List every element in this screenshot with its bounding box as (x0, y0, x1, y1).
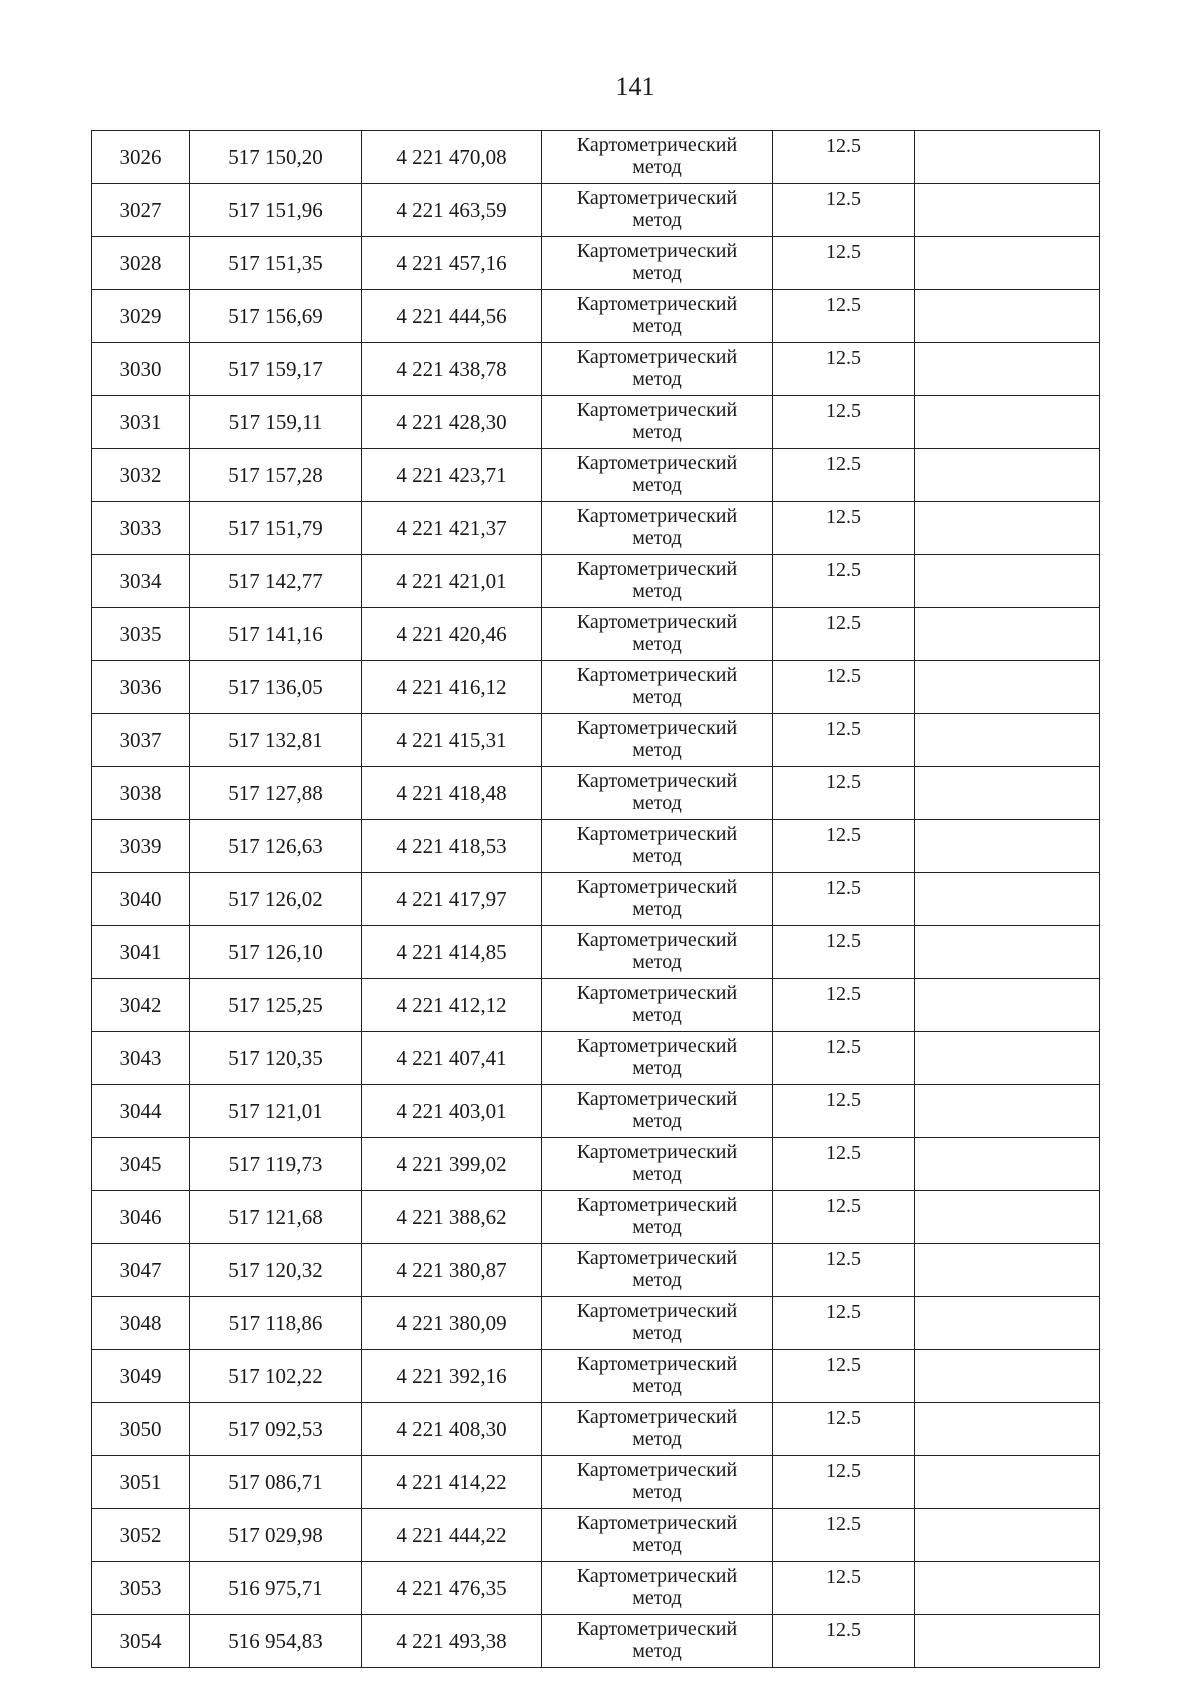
method-text-line1: Картометрический (576, 982, 738, 1005)
y-coordinate-cell: 4 221 476,35 (362, 1562, 542, 1615)
x-coordinate-cell: 517 120,32 (190, 1244, 362, 1297)
method-text-line1: Картометрический (576, 134, 738, 157)
y-coordinate-cell: 4 221 423,71 (362, 449, 542, 502)
method-cell (542, 767, 773, 820)
empty-cell (915, 1244, 1100, 1297)
method-cell (542, 608, 773, 661)
empty-cell (915, 1562, 1100, 1615)
point-number-cell: 3041 (92, 926, 190, 979)
y-coordinate-cell: 4 221 392,16 (362, 1350, 542, 1403)
method-text-line2: метод (632, 1269, 682, 1291)
method-cell (542, 1562, 773, 1615)
empty-cell (915, 767, 1100, 820)
table-row (92, 1350, 1100, 1403)
method-text-line1: Картометрический (576, 1406, 738, 1429)
method-text-line1: Картометрический (576, 346, 738, 369)
x-coordinate-cell: 517 150,20 (190, 131, 362, 184)
empty-cell (915, 714, 1100, 767)
method-text-line1: Картометрический (576, 1141, 738, 1164)
method-text-line2: метод (632, 315, 682, 337)
method-cell (542, 449, 773, 502)
empty-cell (915, 184, 1100, 237)
point-number-cell: 3050 (92, 1403, 190, 1456)
y-coordinate-cell: 4 221 444,56 (362, 290, 542, 343)
accuracy-cell: 12.5 (773, 1562, 915, 1615)
y-coordinate-cell: 4 221 493,38 (362, 1615, 542, 1668)
accuracy-cell: 12.5 (773, 290, 915, 343)
point-number-cell: 3048 (92, 1297, 190, 1350)
point-number-cell: 3031 (92, 396, 190, 449)
accuracy-cell: 12.5 (773, 502, 915, 555)
y-coordinate-cell: 4 221 414,85 (362, 926, 542, 979)
method-text-line2: метод (632, 686, 682, 708)
table-row (92, 1403, 1100, 1456)
point-number-cell: 3038 (92, 767, 190, 820)
method-text-line2: метод (632, 1216, 682, 1238)
accuracy-cell: 12.5 (773, 1350, 915, 1403)
table-row (92, 714, 1100, 767)
empty-cell (915, 131, 1100, 184)
method-cell (542, 820, 773, 873)
x-coordinate-cell: 516 954,83 (190, 1615, 362, 1668)
empty-cell (915, 820, 1100, 873)
x-coordinate-cell: 517 119,73 (190, 1138, 362, 1191)
empty-cell (915, 1032, 1100, 1085)
empty-cell (915, 1297, 1100, 1350)
y-coordinate-cell: 4 221 380,87 (362, 1244, 542, 1297)
table-row (92, 661, 1100, 714)
table-row (92, 608, 1100, 661)
point-number-cell: 3042 (92, 979, 190, 1032)
method-cell (542, 1403, 773, 1456)
method-cell (542, 1350, 773, 1403)
empty-cell (915, 873, 1100, 926)
x-coordinate-cell: 517 029,98 (190, 1509, 362, 1562)
empty-cell (915, 926, 1100, 979)
point-number-cell: 3034 (92, 555, 190, 608)
accuracy-cell: 12.5 (773, 1456, 915, 1509)
point-number-cell: 3051 (92, 1456, 190, 1509)
method-text-line2: метод (632, 1534, 682, 1556)
empty-cell (915, 608, 1100, 661)
point-number-cell: 3045 (92, 1138, 190, 1191)
method-cell (542, 184, 773, 237)
method-text-line1: Картометрический (576, 929, 738, 952)
method-cell (542, 396, 773, 449)
empty-cell (915, 237, 1100, 290)
point-number-cell: 3039 (92, 820, 190, 873)
table-row (92, 1138, 1100, 1191)
method-cell (542, 1244, 773, 1297)
point-number-cell: 3046 (92, 1191, 190, 1244)
method-text-line2: метод (632, 421, 682, 443)
method-text-line1: Картометрический (576, 558, 738, 581)
accuracy-cell: 12.5 (773, 767, 915, 820)
table-row (92, 1562, 1100, 1615)
table-row (92, 820, 1100, 873)
table-row (92, 237, 1100, 290)
method-text-line1: Картометрический (576, 293, 738, 316)
y-coordinate-cell: 4 221 414,22 (362, 1456, 542, 1509)
method-cell (542, 1297, 773, 1350)
table-row (92, 555, 1100, 608)
method-cell (542, 1032, 773, 1085)
table-row (92, 449, 1100, 502)
y-coordinate-cell: 4 221 416,12 (362, 661, 542, 714)
accuracy-cell: 12.5 (773, 661, 915, 714)
accuracy-cell: 12.5 (773, 396, 915, 449)
method-text-line1: Картометрический (576, 240, 738, 263)
y-coordinate-cell: 4 221 418,48 (362, 767, 542, 820)
empty-cell (915, 449, 1100, 502)
method-text-line1: Картометрический (576, 823, 738, 846)
method-text-line1: Картометрический (576, 452, 738, 475)
table-row (92, 1191, 1100, 1244)
method-text-line2: метод (632, 1163, 682, 1185)
method-text-line2: метод (632, 739, 682, 761)
x-coordinate-cell: 516 975,71 (190, 1562, 362, 1615)
method-text-line2: метод (632, 1322, 682, 1344)
method-text-line1: Картометрический (576, 1194, 738, 1217)
y-coordinate-cell: 4 221 417,97 (362, 873, 542, 926)
method-text-line2: метод (632, 156, 682, 178)
point-number-cell: 3026 (92, 131, 190, 184)
method-cell (542, 714, 773, 767)
accuracy-cell: 12.5 (773, 184, 915, 237)
x-coordinate-cell: 517 151,79 (190, 502, 362, 555)
method-text-line2: метод (632, 1375, 682, 1397)
point-number-cell: 3032 (92, 449, 190, 502)
empty-cell (915, 1350, 1100, 1403)
method-text-line1: Картометрический (576, 399, 738, 422)
point-number-cell: 3035 (92, 608, 190, 661)
accuracy-cell: 12.5 (773, 714, 915, 767)
method-cell (542, 1509, 773, 1562)
method-text-line2: метод (632, 368, 682, 390)
y-coordinate-cell: 4 221 415,31 (362, 714, 542, 767)
table-row (92, 184, 1100, 237)
point-number-cell: 3040 (92, 873, 190, 926)
point-number-cell: 3047 (92, 1244, 190, 1297)
method-text-line2: метод (632, 209, 682, 231)
method-text-line2: метод (632, 1640, 682, 1662)
x-coordinate-cell: 517 126,10 (190, 926, 362, 979)
accuracy-cell: 12.5 (773, 237, 915, 290)
point-number-cell: 3049 (92, 1350, 190, 1403)
method-text-line1: Картометрический (576, 770, 738, 793)
accuracy-cell: 12.5 (773, 131, 915, 184)
table-row (92, 979, 1100, 1032)
method-cell (542, 873, 773, 926)
method-text-line2: метод (632, 474, 682, 496)
accuracy-cell: 12.5 (773, 1191, 915, 1244)
accuracy-cell: 12.5 (773, 343, 915, 396)
method-text-line1: Картометрический (576, 876, 738, 899)
method-text-line1: Картометрический (576, 1565, 738, 1588)
method-text-line1: Картометрический (576, 1247, 738, 1270)
method-text-line1: Картометрический (576, 1459, 738, 1482)
x-coordinate-cell: 517 142,77 (190, 555, 362, 608)
table-row (92, 926, 1100, 979)
x-coordinate-cell: 517 159,11 (190, 396, 362, 449)
point-number-cell: 3033 (92, 502, 190, 555)
accuracy-cell: 12.5 (773, 1085, 915, 1138)
page-number: 141 (615, 72, 655, 101)
method-cell (542, 502, 773, 555)
point-number-cell: 3044 (92, 1085, 190, 1138)
point-number-cell: 3029 (92, 290, 190, 343)
table-row (92, 343, 1100, 396)
empty-cell (915, 661, 1100, 714)
coordinates-table-body (92, 131, 1100, 1668)
accuracy-cell: 12.5 (773, 979, 915, 1032)
table-row (92, 1085, 1100, 1138)
x-coordinate-cell: 517 159,17 (190, 343, 362, 396)
empty-cell (915, 1509, 1100, 1562)
accuracy-cell: 12.5 (773, 1615, 915, 1668)
y-coordinate-cell: 4 221 420,46 (362, 608, 542, 661)
table-row (92, 1456, 1100, 1509)
method-text-line2: метод (632, 845, 682, 867)
x-coordinate-cell: 517 102,22 (190, 1350, 362, 1403)
accuracy-cell: 12.5 (773, 1509, 915, 1562)
method-text-line2: метод (632, 580, 682, 602)
method-text-line2: метод (632, 527, 682, 549)
method-cell (542, 555, 773, 608)
point-number-cell: 3052 (92, 1509, 190, 1562)
method-cell (542, 343, 773, 396)
accuracy-cell: 12.5 (773, 1297, 915, 1350)
y-coordinate-cell: 4 221 407,41 (362, 1032, 542, 1085)
empty-cell (915, 396, 1100, 449)
x-coordinate-cell: 517 125,25 (190, 979, 362, 1032)
method-text-line1: Картометрический (576, 187, 738, 210)
y-coordinate-cell: 4 221 412,12 (362, 979, 542, 1032)
empty-cell (915, 1615, 1100, 1668)
method-text-line2: метод (632, 1004, 682, 1026)
method-cell (542, 979, 773, 1032)
x-coordinate-cell: 517 141,16 (190, 608, 362, 661)
method-text-line2: метод (632, 633, 682, 655)
point-number-cell: 3054 (92, 1615, 190, 1668)
y-coordinate-cell: 4 221 463,59 (362, 184, 542, 237)
accuracy-cell: 12.5 (773, 555, 915, 608)
point-number-cell: 3028 (92, 237, 190, 290)
empty-cell (915, 343, 1100, 396)
method-cell (542, 237, 773, 290)
table-row (92, 1032, 1100, 1085)
x-coordinate-cell: 517 121,01 (190, 1085, 362, 1138)
x-coordinate-cell: 517 126,63 (190, 820, 362, 873)
x-coordinate-cell: 517 157,28 (190, 449, 362, 502)
method-cell (542, 1191, 773, 1244)
y-coordinate-cell: 4 221 457,16 (362, 237, 542, 290)
y-coordinate-cell: 4 221 418,53 (362, 820, 542, 873)
empty-cell (915, 555, 1100, 608)
empty-cell (915, 1085, 1100, 1138)
method-text-line1: Картометрический (576, 1353, 738, 1376)
empty-cell (915, 1403, 1100, 1456)
table-row (92, 1297, 1100, 1350)
method-text-line1: Картометрический (576, 664, 738, 687)
y-coordinate-cell: 4 221 428,30 (362, 396, 542, 449)
method-cell (542, 1615, 773, 1668)
method-cell (542, 661, 773, 714)
method-text-line2: метод (632, 1057, 682, 1079)
x-coordinate-cell: 517 120,35 (190, 1032, 362, 1085)
x-coordinate-cell: 517 132,81 (190, 714, 362, 767)
method-cell (542, 1456, 773, 1509)
method-text-line2: метод (632, 1428, 682, 1450)
empty-cell (915, 1138, 1100, 1191)
table-row (92, 1509, 1100, 1562)
method-text-line1: Картометрический (576, 717, 738, 740)
y-coordinate-cell: 4 221 444,22 (362, 1509, 542, 1562)
table-row (92, 873, 1100, 926)
x-coordinate-cell: 517 156,69 (190, 290, 362, 343)
method-text-line2: метод (632, 898, 682, 920)
accuracy-cell: 12.5 (773, 1403, 915, 1456)
empty-cell (915, 290, 1100, 343)
method-cell (542, 1085, 773, 1138)
empty-cell (915, 979, 1100, 1032)
x-coordinate-cell: 517 127,88 (190, 767, 362, 820)
point-number-cell: 3027 (92, 184, 190, 237)
method-text-line2: метод (632, 1481, 682, 1503)
x-coordinate-cell: 517 086,71 (190, 1456, 362, 1509)
method-text-line1: Картометрический (576, 1618, 738, 1641)
method-text-line1: Картометрический (576, 505, 738, 528)
table-row (92, 1615, 1100, 1668)
method-cell (542, 290, 773, 343)
method-cell (542, 131, 773, 184)
x-coordinate-cell: 517 151,35 (190, 237, 362, 290)
point-number-cell: 3036 (92, 661, 190, 714)
empty-cell (915, 502, 1100, 555)
y-coordinate-cell: 4 221 408,30 (362, 1403, 542, 1456)
x-coordinate-cell: 517 092,53 (190, 1403, 362, 1456)
point-number-cell: 3030 (92, 343, 190, 396)
point-number-cell: 3053 (92, 1562, 190, 1615)
x-coordinate-cell: 517 118,86 (190, 1297, 362, 1350)
accuracy-cell: 12.5 (773, 1138, 915, 1191)
y-coordinate-cell: 4 221 399,02 (362, 1138, 542, 1191)
method-cell (542, 1138, 773, 1191)
accuracy-cell: 12.5 (773, 608, 915, 661)
table-row (92, 502, 1100, 555)
table-row (92, 1244, 1100, 1297)
accuracy-cell: 12.5 (773, 873, 915, 926)
table-row (92, 131, 1100, 184)
method-text-line2: метод (632, 262, 682, 284)
accuracy-cell: 12.5 (773, 926, 915, 979)
method-text-line1: Картометрический (576, 611, 738, 634)
x-coordinate-cell: 517 151,96 (190, 184, 362, 237)
x-coordinate-cell: 517 136,05 (190, 661, 362, 714)
x-coordinate-cell: 517 121,68 (190, 1191, 362, 1244)
y-coordinate-cell: 4 221 403,01 (362, 1085, 542, 1138)
empty-cell (915, 1456, 1100, 1509)
method-text-line2: метод (632, 1110, 682, 1132)
method-text-line1: Картометрический (576, 1088, 738, 1111)
point-number-cell: 3043 (92, 1032, 190, 1085)
y-coordinate-cell: 4 221 421,37 (362, 502, 542, 555)
table-row (92, 767, 1100, 820)
y-coordinate-cell: 4 221 380,09 (362, 1297, 542, 1350)
method-text-line1: Картометрический (576, 1512, 738, 1535)
method-text-line2: метод (632, 1587, 682, 1609)
coordinates-table (91, 130, 1100, 1668)
method-text-line2: метод (632, 792, 682, 814)
y-coordinate-cell: 4 221 470,08 (362, 131, 542, 184)
accuracy-cell: 12.5 (773, 820, 915, 873)
method-cell (542, 926, 773, 979)
x-coordinate-cell: 517 126,02 (190, 873, 362, 926)
y-coordinate-cell: 4 221 421,01 (362, 555, 542, 608)
accuracy-cell: 12.5 (773, 1244, 915, 1297)
table-row (92, 290, 1100, 343)
method-text-line1: Картометрический (576, 1035, 738, 1058)
y-coordinate-cell: 4 221 388,62 (362, 1191, 542, 1244)
empty-cell (915, 1191, 1100, 1244)
method-text-line2: метод (632, 951, 682, 973)
method-text-line1: Картометрический (576, 1300, 738, 1323)
accuracy-cell: 12.5 (773, 449, 915, 502)
point-number-cell: 3037 (92, 714, 190, 767)
y-coordinate-cell: 4 221 438,78 (362, 343, 542, 396)
table-row (92, 396, 1100, 449)
accuracy-cell: 12.5 (773, 1032, 915, 1085)
